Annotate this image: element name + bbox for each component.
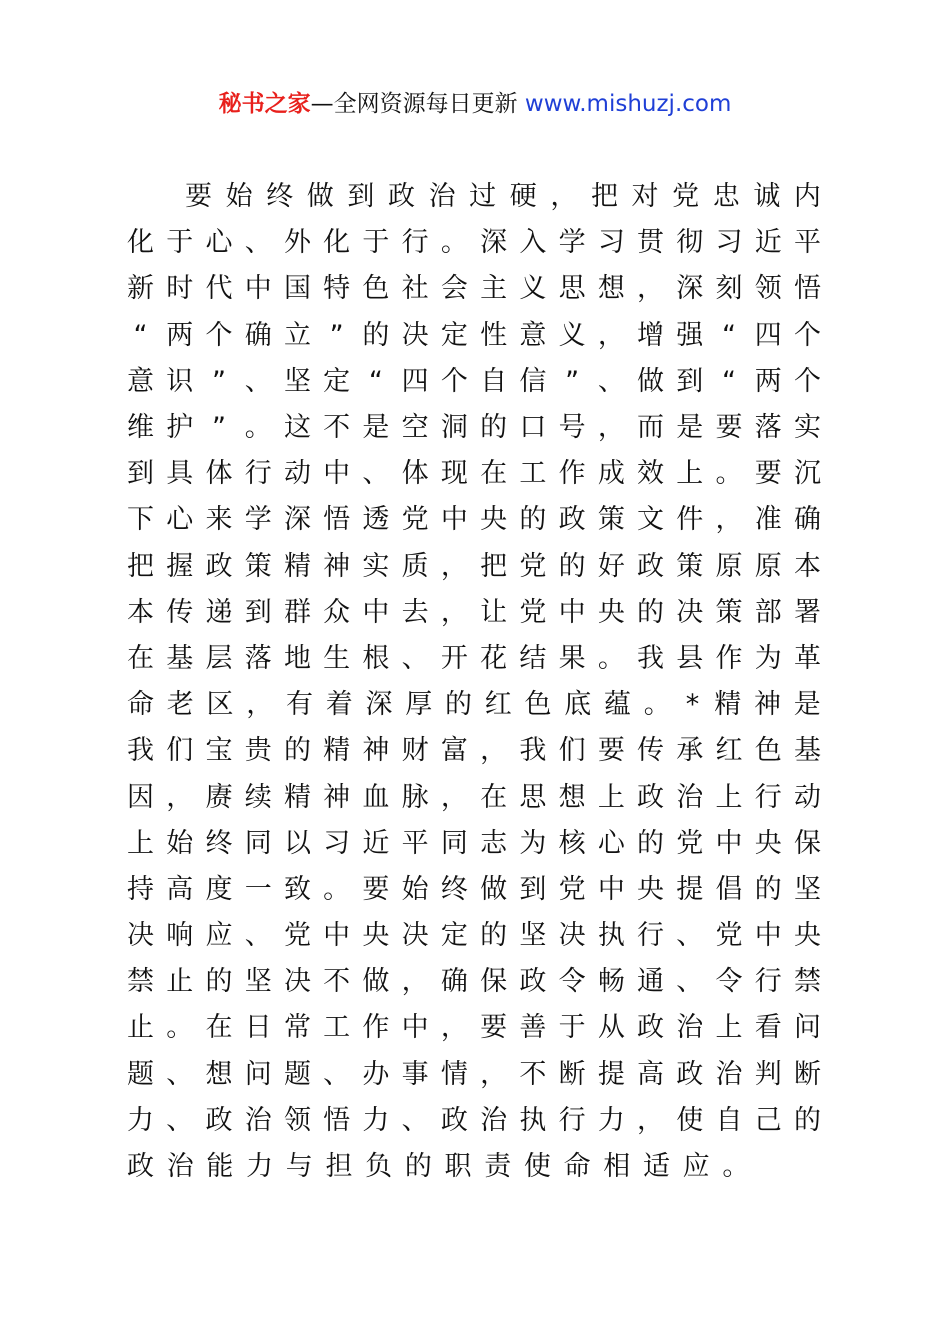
document-body	[127, 174, 821, 1190]
text-line: 下 心 来 学 深 悟 透 党 中 央 的 政 策 文 件 ， 准 确	[127, 504, 821, 536]
text-line: 上 始 终 同 以 习 近 平 同 志 为 核 心 的 党 中 央 保	[127, 827, 821, 859]
text-line: 持 高 度 一 致 。 要 始 终 做 到 党 中 央 提 倡 的 坚	[127, 873, 821, 905]
text-line: 决 响 应 、 党 中 央 决 定 的 坚 决 执 行 、 党 中 央	[127, 920, 821, 952]
site-url-link[interactable]: www.mishuzj.com	[524, 91, 732, 117]
text-line: 到 具 体 行 动 中 、 体 现 在 工 作 成 效 上 。 要 沉	[127, 458, 821, 490]
text-line: 命 老 区 ， 有 着 深 厚 的 红 色 底 蕴 。 * 精 神 是	[127, 689, 821, 721]
text-line: 意 识 ” 、 坚 定 “ 四 个 自 信 ” 、 做 到 “ 两 个	[127, 365, 821, 397]
text-line: 把 握 政 策 精 神 实 质 ， 把 党 的 好 政 策 原 原 本	[127, 550, 821, 582]
text-line: 因 ， 赓 续 精 神 血 脉 ， 在 思 想 上 政 治 上 行 动	[127, 781, 821, 813]
text-line: 化 于 心 、 外 化 于 行 。 深 入 学 习 贯 彻 习 近 平	[127, 227, 821, 259]
text-line: 我 们 宝 贵 的 精 神 财 富 ， 我 们 要 传 承 红 色 基	[127, 735, 821, 767]
text-line: 在 基 层 落 地 生 根 、 开 花 结 果 。 我 县 作 为 革	[127, 642, 821, 674]
text-line: 政 治 能 力 与 担 负 的 职 责 使 命 相 适 应 。	[127, 1151, 750, 1183]
text-line: 维 护 ” 。 这 不 是 空 洞 的 口 号 ， 而 是 要 落 实	[127, 412, 821, 444]
text-line: “ 两 个 确 立 ” 的 决 定 性 意 义 ， 增 强 “ 四 个	[133, 319, 821, 351]
text-line: 止 。 在 日 常 工 作 中 ， 要 善 于 从 政 治 上 看 问	[127, 1012, 821, 1044]
text-line: 本 传 递 到 群 众 中 去 ， 让 党 中 央 的 决 策 部 署	[127, 596, 821, 628]
brand-name: 秘书之家	[218, 91, 311, 117]
page-header	[0, 88, 950, 120]
header-tagline: —全网资源每日更新	[310, 91, 518, 117]
text-line: 新 时 代 中 国 特 色 社 会 主 义 思 想 ， 深 刻 领 悟	[127, 273, 821, 305]
text-line: 禁 止 的 坚 决 不 做 ， 确 保 政 令 畅 通 、 令 行 禁	[127, 966, 821, 998]
text-line: 题 、 想 问 题 、 办 事 情 ， 不 断 提 高 政 治 判 断	[127, 1058, 821, 1090]
text-line: 要 始 终 做 到 政 治 过 硬 ， 把 对 党 忠 诚 内	[185, 181, 821, 213]
text-line: 力 、 政 治 领 悟 力 、 政 治 执 行 力 ， 使 自 己 的	[127, 1104, 821, 1136]
